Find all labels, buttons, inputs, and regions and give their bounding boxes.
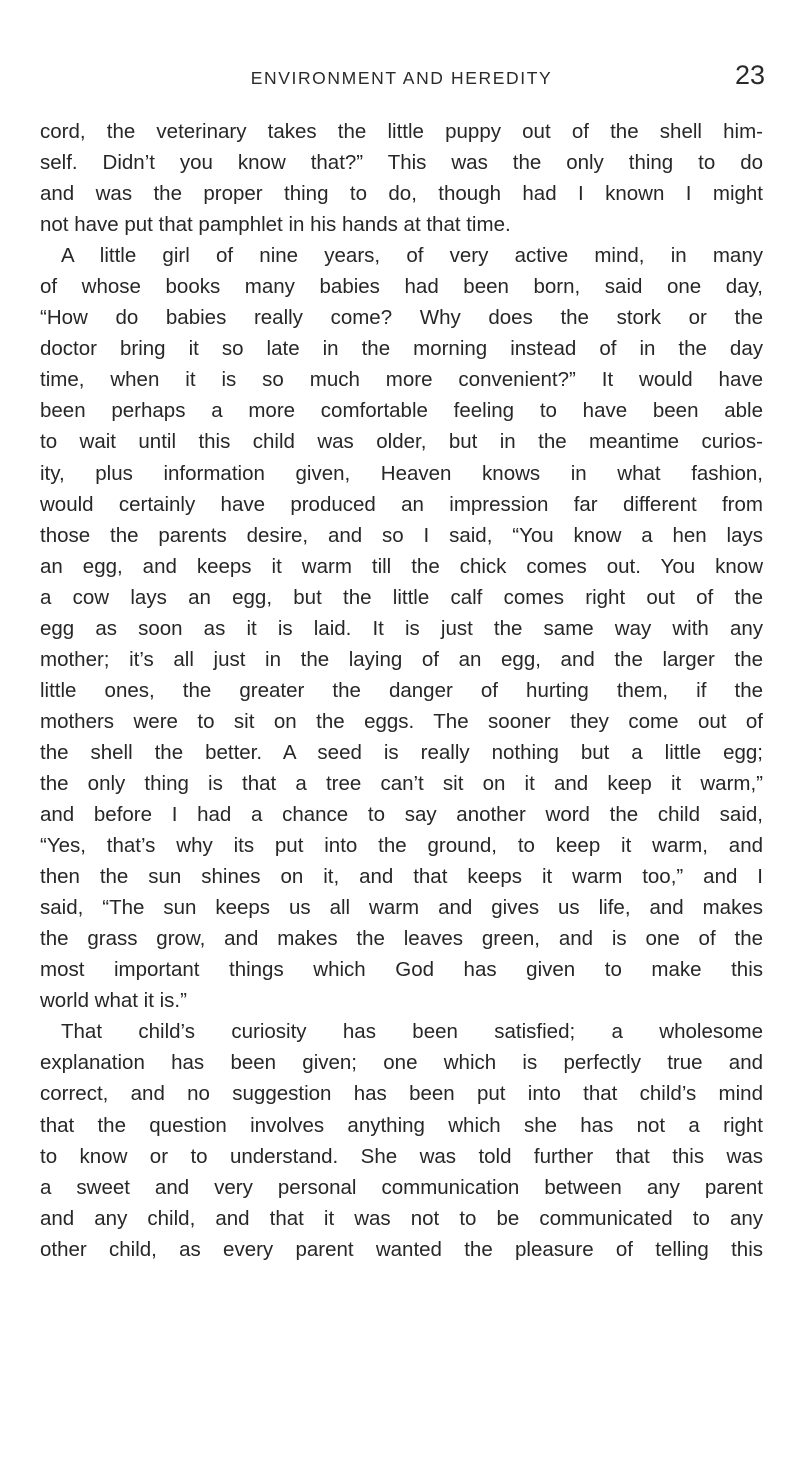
text-line: correct, and no suggestion has been put into that child’s mind <box>40 1082 763 1106</box>
text-line: time, when it is so much more convenient?” It would have <box>40 368 763 392</box>
text-line: little ones, the greater the danger of hurting them, if the <box>40 678 763 702</box>
text-line: mothers were to sit on the eggs. The sooner they come out of <box>40 709 763 733</box>
text-line: the grass grow, and makes the leaves green, and is one of the <box>40 927 763 951</box>
text-line: to know or to understand. She was told further that this was <box>40 1144 763 1168</box>
text-line: and before I had a chance to say another word the child said, <box>40 803 763 827</box>
text-line: been perhaps a more comfortable feeling to have been able <box>40 399 763 423</box>
text-line: world what it is.” <box>40 989 187 1013</box>
text-line: those the parents desire, and so I said, “You know a hen lays <box>40 523 763 547</box>
text-line: to wait until this child was older, but in the meantime curios- <box>40 430 763 454</box>
text-line: explanation has been given; one which is perfectly true and <box>40 1051 763 1075</box>
text-line: and was the proper thing to do, though had I known I might <box>40 182 763 206</box>
text-line: not have put that pamphlet in his hands at that time. <box>40 213 511 237</box>
text-line: doctor bring it so late in the morning instead of in the day <box>40 337 763 361</box>
text-line: then the sun shines on it, and that keeps it warm too,” and I <box>40 865 763 889</box>
text-line: the shell the better. A seed is really nothing but a little egg; <box>40 740 763 764</box>
text-line: an egg, and keeps it warm till the chick comes out. You know <box>40 554 763 578</box>
running-header <box>40 60 765 96</box>
page-number: 23 <box>734 60 765 90</box>
running-title: ENVIRONMENT AND HEREDITY <box>250 68 553 88</box>
text-line: “How do babies really come? Why does the stork or the <box>40 306 763 330</box>
text-line: cord, the veterinary takes the little puppy out of the shell him- <box>40 120 763 143</box>
text-line: A little girl of nine years, of very active mind, in many <box>61 244 763 268</box>
text-line: “Yes, that’s why its put into the ground, to keep it warm, and <box>40 834 763 858</box>
text-line: egg as soon as it is laid. It is just the same way with any <box>40 616 763 640</box>
text-line: ity, plus information given, Heaven knows in what fashion, <box>40 461 763 485</box>
text-line: most important things which God has given to make this <box>40 958 763 982</box>
text-line: mother; it’s all just in the laying of an egg, and the larger the <box>40 647 763 671</box>
body-text <box>40 116 763 1265</box>
text-line: a sweet and very personal communication between any parent <box>40 1175 763 1199</box>
text-line: That child’s curiosity has been satisfied; a wholesome <box>61 1020 763 1044</box>
text-line: other child, as every parent wanted the pleasure of telling this <box>40 1237 763 1261</box>
text-line: would certainly have produced an impression far different from <box>40 492 763 516</box>
text-line: of whose books many babies had been born, said one day, <box>40 275 763 299</box>
text-line: self. Didn’t you know that?” This was the only thing to do <box>40 151 763 175</box>
text-line: that the question involves anything which she has not a right <box>40 1113 763 1137</box>
text-line: a cow lays an egg, but the little calf comes right out of the <box>40 585 763 609</box>
text-line: said, “The sun keeps us all warm and gives us life, and makes <box>40 896 763 920</box>
text-line: and any child, and that it was not to be communicated to any <box>40 1206 763 1230</box>
text-line: the only thing is that a tree can’t sit on it and keep it warm,” <box>40 771 763 795</box>
